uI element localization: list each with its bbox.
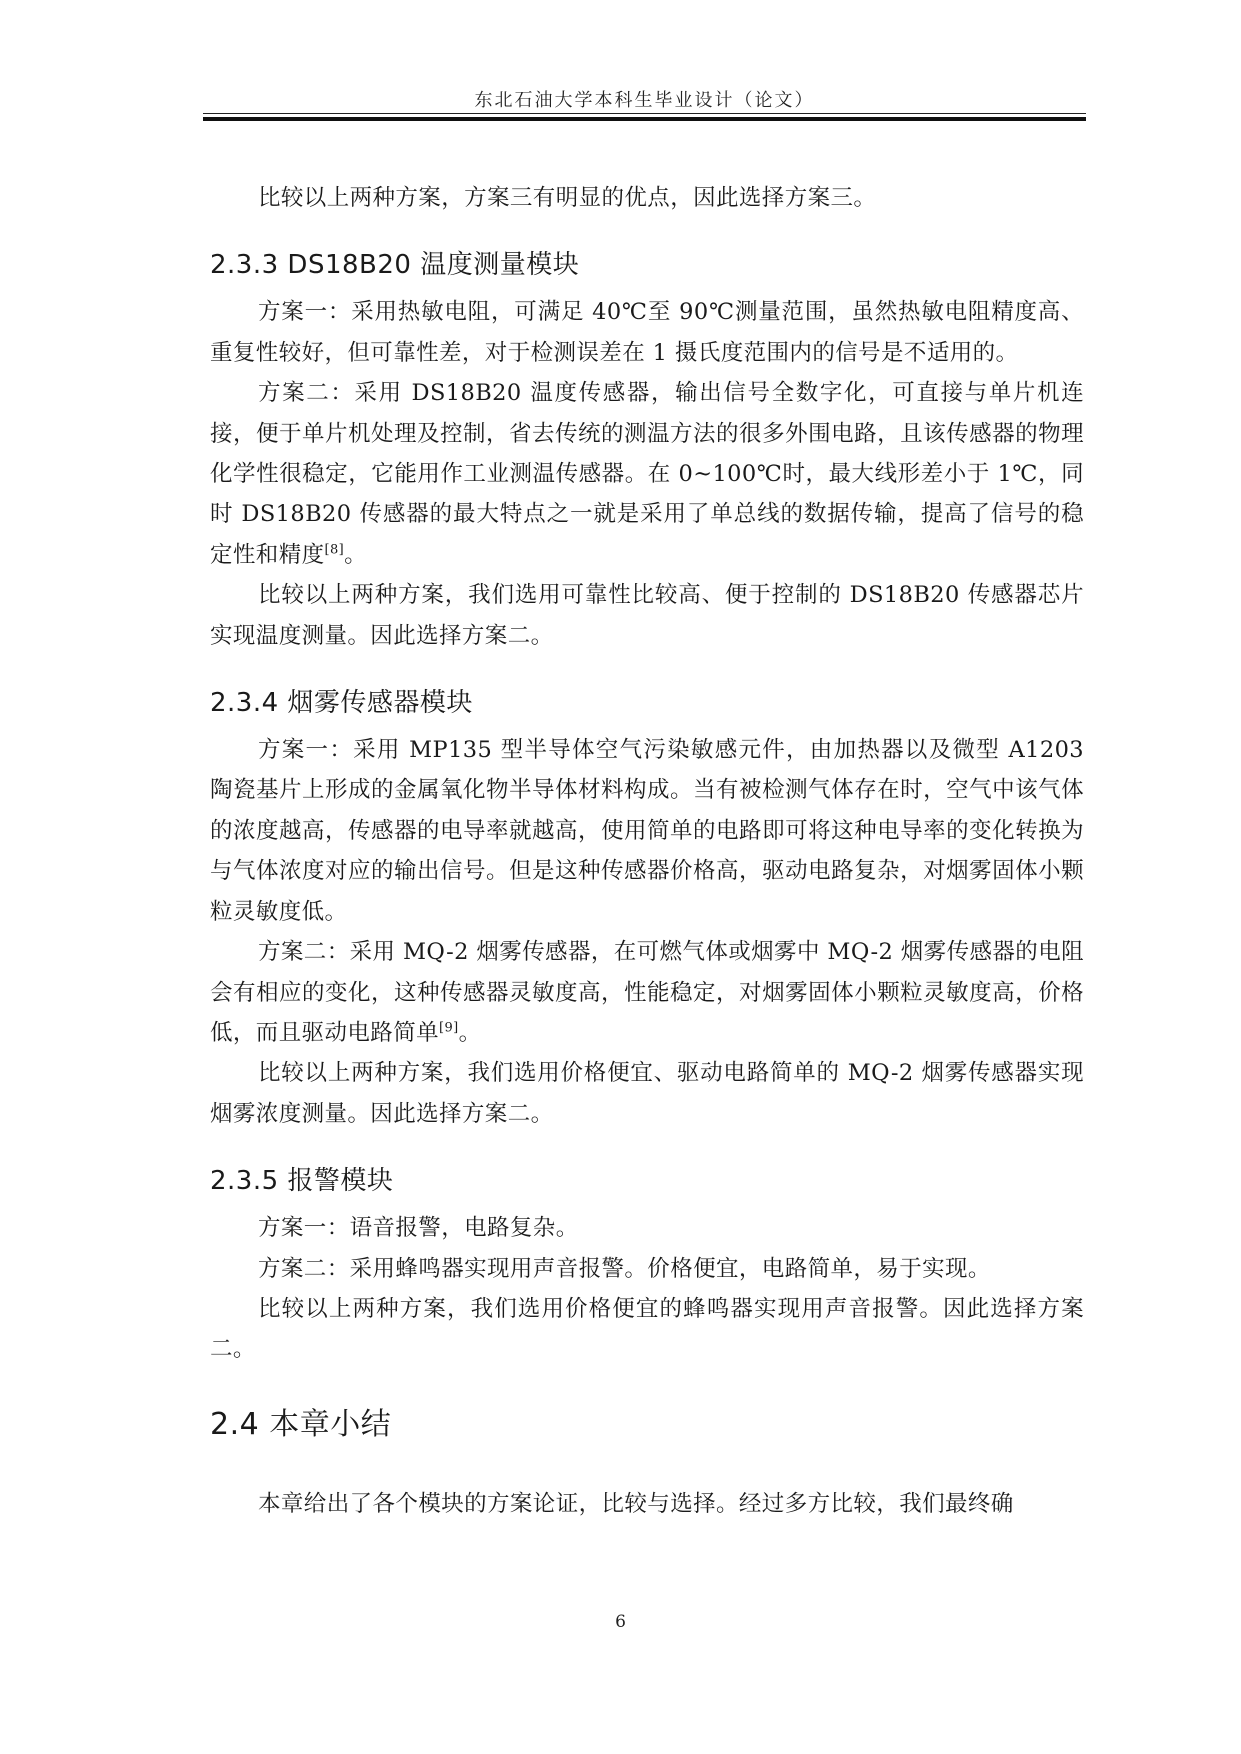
- running-header: 东北石油大学本科生毕业设计（论文）: [474, 90, 815, 111]
- page-number: 6: [615, 1612, 626, 1632]
- paragraph-text: 方案二：采用 MQ-2 烟雾传感器，在可燃气体或烟雾中 MQ-2 烟雾传感器的电阻会有相应的变化，这种传感器灵敏度高，性能稳定，对烟雾固体小颗粒灵敏度高，价格低，而且驱动电路简单: [210, 939, 1084, 1046]
- paragraph: 比较以上两种方案，我们选用价格便宜的蜂鸣器实现用声音报警。因此选择方案二。: [210, 1295, 1084, 1363]
- section-heading-2-3-5: 2.3.5 报警模块: [210, 1166, 394, 1197]
- citation-ref: [8]: [324, 542, 345, 558]
- paragraph-text: 方案二：采用 DS18B20 温度传感器，输出信号全数字化，可直接与单片机连接，便于单片机处理及控制，省去传统的测温方法的很多外围电路，且该传感器的物理化学性很稳定，它能用作工业测温传感器。在 0~100℃时，最大线形差小于 1℃，同时 DS18B20 传感器的最大特点之一就是采用了单总线的数据传输，提高了信号的稳定性和精度: [210, 380, 1084, 568]
- paragraph: [210, 373, 1084, 575]
- paragraph: 方案一：语音报警，电路复杂。: [258, 1215, 579, 1242]
- section-heading-2-3-3: 2.3.3 DS18B20 温度测量模块: [210, 250, 580, 281]
- header-rule-thin: [203, 113, 1086, 114]
- paragraph: 比较以上两种方案，我们选用可靠性比较高、便于控制的 DS18B20 传感器芯片实现温度测量。因此选择方案二。: [210, 582, 1084, 649]
- paragraph: 比较以上两种方案，我们选用价格便宜、驱动电路简单的 MQ-2 烟雾传感器实现烟雾浓度测量。因此选择方案二。: [210, 1060, 1084, 1127]
- paragraph: 方案一：采用热敏电阻，可满足 40℃至 90℃测量范围，虽然热敏电阻精度高、重复性较好，但可靠性差，对于检测误差在 1 摄氏度范围内的信号是不适用的。: [210, 299, 1084, 366]
- page-body: [210, 178, 1084, 1524]
- citation-ref: [9]: [439, 1020, 459, 1036]
- intro-paragraph: 比较以上两种方案，方案三有明显的优点，因此选择方案三。: [258, 185, 877, 211]
- paragraph: [210, 932, 1084, 1053]
- paragraph: 方案二：采用蜂鸣器实现用声音报警。价格便宜，电路简单，易于实现。: [258, 1255, 991, 1282]
- section-heading-2-3-4: 2.3.4 烟雾传感器模块: [210, 688, 473, 719]
- paragraph: 方案一：采用 MP135 型半导体空气污染敏感元件，由加热器以及微型 A1203 陶瓷基片上形成的金属氧化物半导体材料构成。当有被检测气体存在时，空气中该气体的浓度越高，传感器的电导率就越高，使用简单的电路即可将这种电导率的变化转换为与气体浓度对应的输出信号。但是这种传感器价格高，驱动电路复杂，对烟雾固体小颗粒灵敏度低。: [210, 737, 1084, 925]
- paragraph-end: 。: [458, 1019, 482, 1046]
- header-rule-thick: [203, 117, 1086, 121]
- section-heading-2-4: 2.4 本章小结: [210, 1406, 392, 1442]
- paragraph: 本章给出了各个模块的方案论证，比较与选择。经过多方比较，我们最终确: [258, 1490, 1014, 1517]
- paragraph-end: 。: [344, 541, 368, 568]
